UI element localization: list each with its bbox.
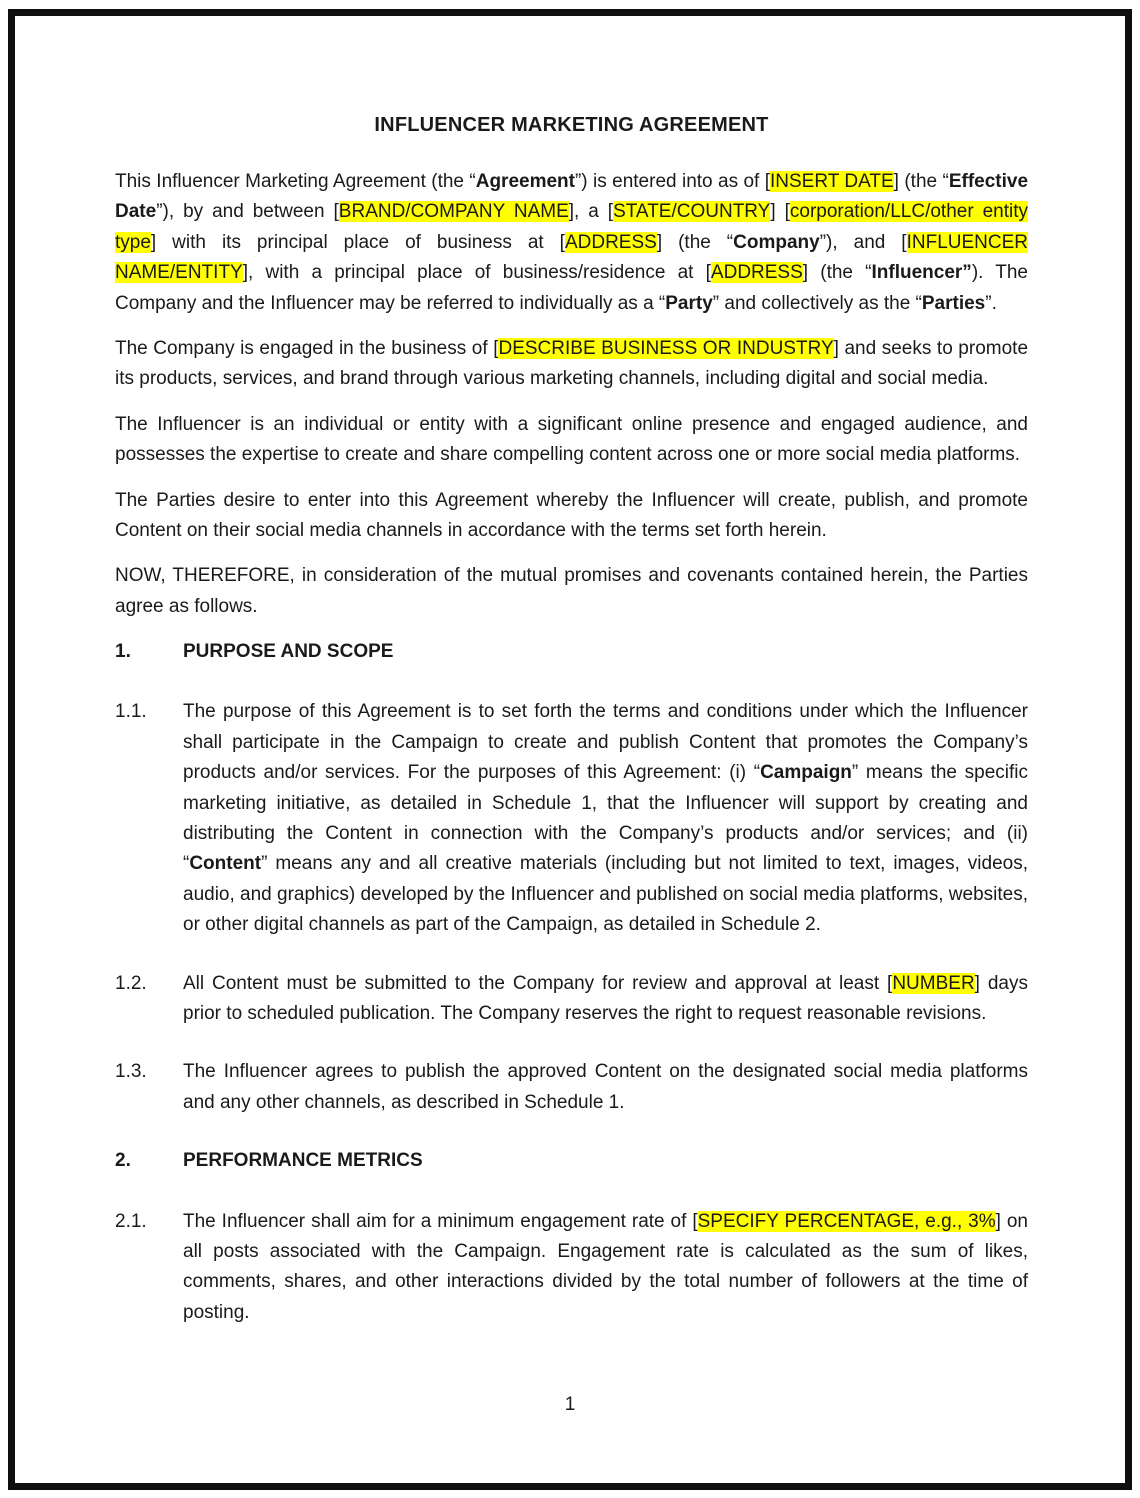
text-run: ] on all posts associated with the Campaign. Engagement rate is calculated as the sum of likes, comments, shares, and other interactions divided by the total number of followers at the time of posting. — [183, 1210, 1028, 1323]
section-title: PERFORMANCE METRICS — [183, 1150, 423, 1172]
document-title: INFLUENCER MARKETING AGREEMENT — [374, 114, 769, 136]
section-heading — [115, 637, 1028, 667]
section-heading — [115, 1146, 1028, 1176]
text-run: Effective Date — [115, 171, 1029, 223]
text-run: The Parties desire to enter into this Agreement whereby the Influencer will create, publish, and promote Content on their social media channels in accordance with the terms set forth herein. — [115, 489, 1028, 541]
text-run: All Content must be submitted to the Company for review and approval at least [ — [183, 972, 893, 994]
text-run: ] (the “ — [802, 262, 872, 284]
page-number: 1 — [564, 1394, 576, 1415]
numbered-clause — [115, 697, 1028, 940]
text-run: Campaign — [760, 762, 852, 784]
paragraph — [115, 561, 1028, 622]
numbered-clause — [115, 1207, 1028, 1329]
numbered-clause — [115, 969, 1028, 1030]
text-run: NOW, THEREFORE, in consideration of the mutual promises and covenants contained herein, the Parties agree as follows. — [115, 565, 1028, 617]
placeholder-highlight: SPECIFY PERCENTAGE, e.g., 3% — [697, 1210, 996, 1232]
text-run: ] with its principal place of business at [ — [150, 231, 565, 253]
placeholder-highlight: DESCRIBE BUSINESS OR INDUSTRY — [498, 337, 834, 359]
placeholder-highlight: NUMBER — [892, 972, 975, 994]
section-number: 2. — [115, 1150, 131, 1172]
text-run: Agreement — [475, 171, 575, 192]
placeholder-highlight: ADDRESS — [564, 231, 657, 253]
text-run: ] days prior to scheduled publication. The Company reserves the right to request reasonable revisions. — [183, 972, 1028, 1024]
paragraph — [115, 410, 1028, 471]
text-run: ”. — [985, 292, 997, 314]
text-run: ] (the “ — [656, 231, 734, 253]
text-run: ] and seeks to promote its products, services, and brand through various marketing channels, including digital and social media. — [115, 337, 1029, 390]
paragraph — [115, 334, 1028, 395]
paragraph — [115, 486, 1028, 547]
text-run: Content — [189, 853, 262, 875]
text-run: ], with a principal place of business/residence at [ — [242, 262, 711, 284]
placeholder-highlight: INSERT DATE — [770, 171, 894, 192]
text-run: Party — [665, 292, 713, 314]
text-run: This Influencer Marketing Agreement (the “ — [115, 171, 476, 192]
section-title: PURPOSE AND SCOPE — [183, 641, 394, 663]
text-run: ] (the “ — [893, 171, 949, 192]
paragraph — [115, 167, 1028, 319]
text-run: The Influencer is an individual or entity with a significant online presence and engaged audience, and possesses the expertise to create and share compelling content across one or more social media platforms. — [115, 413, 1028, 466]
text-run: The Company is engaged in the business of [ — [115, 337, 499, 359]
clause-number: 2.1. — [115, 1210, 147, 1232]
clause-number: 1.3. — [115, 1061, 147, 1083]
text-run: Parties — [921, 292, 986, 314]
placeholder-highlight: ADDRESS — [710, 262, 803, 284]
text-run: The purpose of this Agreement is to set forth the terms and conditions under which the Influencer shall participate in the Campaign to create and publish Content that promotes the Company’s products and/or services. For the purposes of this Agreement: (i) “ — [183, 701, 1028, 784]
text-run: The Influencer agrees to publish the approved Content on the designated social media platforms and any other channels, as described in Schedule 1. — [183, 1061, 1028, 1113]
placeholder-highlight: BRAND/COMPANY NAME — [338, 201, 569, 223]
clause-number: 1.2. — [115, 972, 147, 994]
text-run: ”), by and between [ — [156, 201, 339, 223]
document-body — [115, 167, 1028, 1328]
text-run: ” and collectively as the “ — [712, 292, 922, 314]
text-run: Influencer” — [871, 262, 972, 284]
clause-number: 1.1. — [115, 701, 147, 723]
text-run: ” means the specific marketing initiative, as detailed in Schedule 1, that the Influencer will support by creating and distributing the Content in connection with the Company’s products and/or services; and (ii) “ — [183, 762, 1028, 875]
text-run: ). The Company and the Influencer may be referred to individually as a “ — [115, 262, 1028, 314]
document-page — [115, 110, 1028, 1356]
text-run: The Influencer shall aim for a minimum engagement rate of [ — [183, 1210, 698, 1232]
placeholder-highlight: STATE/COUNTRY — [613, 201, 771, 223]
section-number: 1. — [115, 641, 131, 663]
placeholder-highlight: corporation/LLC/other entity type — [115, 201, 1029, 253]
text-run: ” means any and all creative materials (including but not limited to text, images, videos, audio, and graphics) developed by the Influencer and published on social media platforms, websites, or other digital channels as part of the Campaign, as detailed in Schedule 2. — [183, 853, 1028, 936]
numbered-clause — [115, 1057, 1028, 1118]
text-run: ”) is entered into as of [ — [574, 171, 770, 192]
text-run: ], a [ — [568, 201, 614, 223]
text-run: ”), and [ — [819, 231, 907, 253]
text-run: ] [ — [770, 201, 790, 223]
placeholder-highlight: INFLUENCER NAME/ENTITY — [115, 231, 1028, 284]
text-run: Company — [733, 231, 820, 253]
